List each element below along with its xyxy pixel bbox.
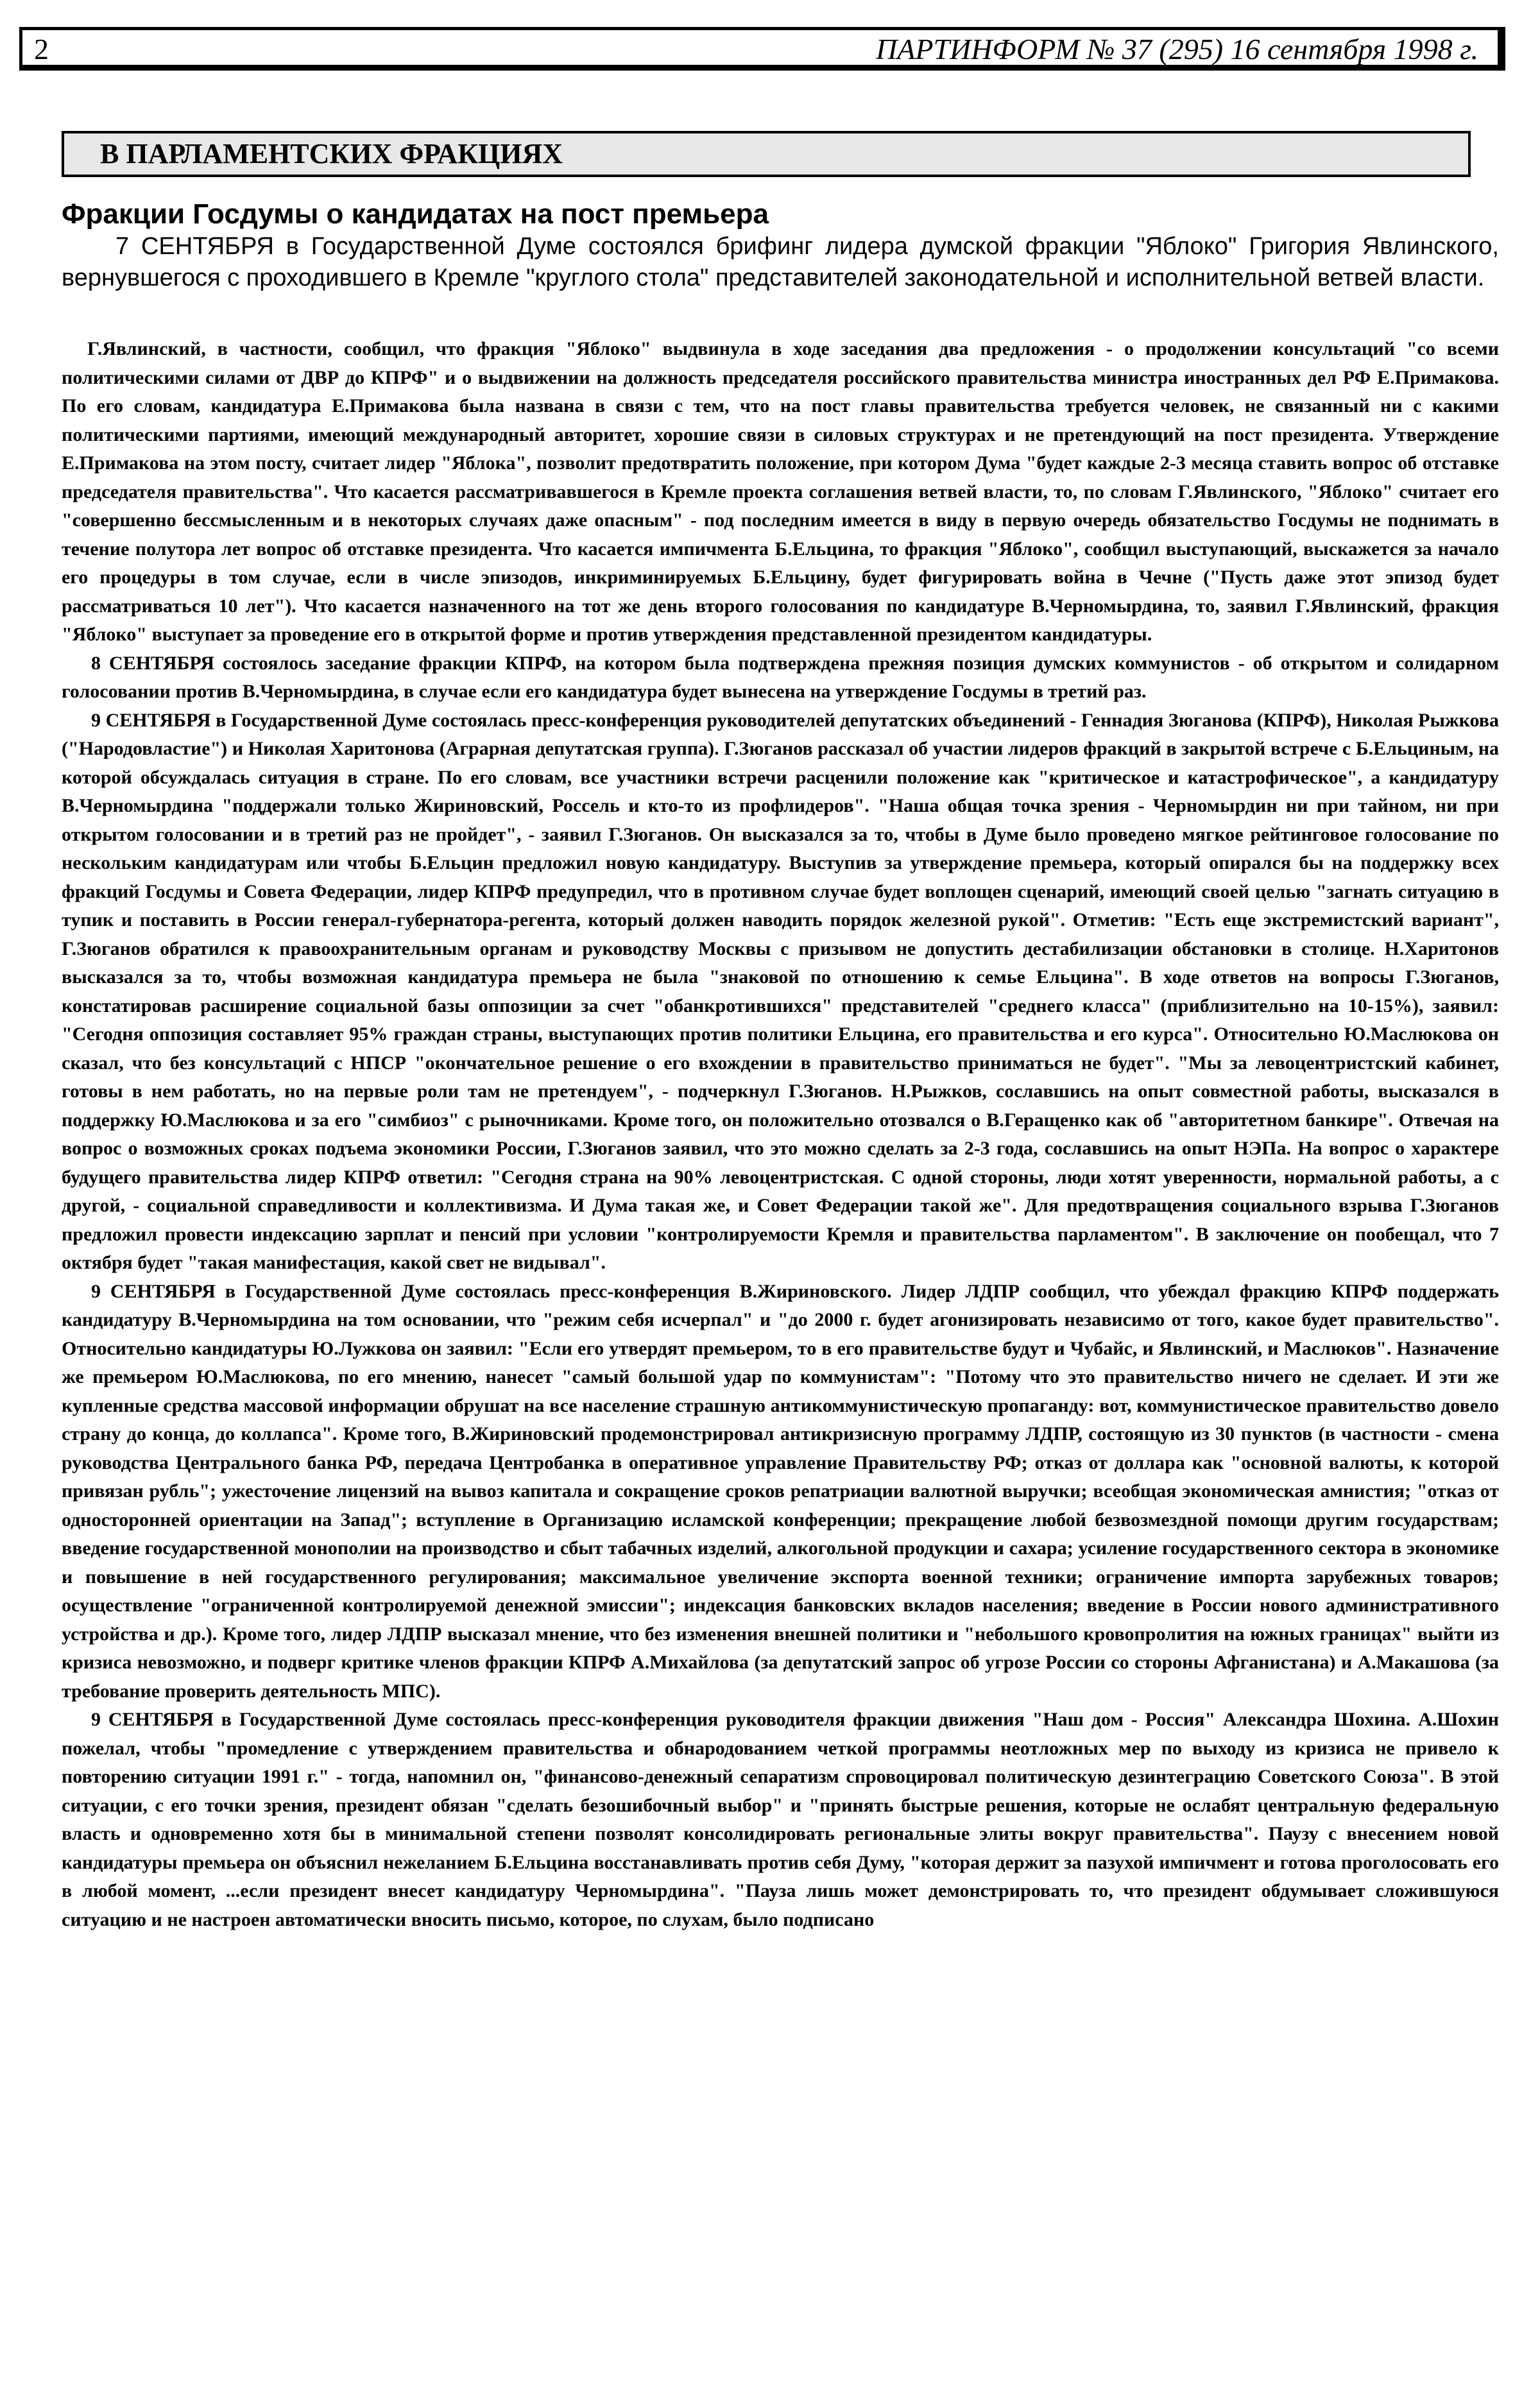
article-paragraph: Г.Явлинский, в частности, сообщил, что фракция "Яблоко" выдвинула в ходе заседания два предложения - о продолжении консультаций "со всеми политическими силами от ДВР до КПРФ" и о выдвижении на должность председателя российского правительства министра иностранных дел РФ Е.Примакова. По его словам, кандидатура Е.Примакова была названа в связи с тем, что на пост главы правительства требуется человек, не связанный ни с какими политическими партиями, имеющий международный авторитет, хорошие связи в силовых структурах и не претендующий на пост президента. Утверждение Е.Примакова на этом посту, считает лидер "Яблока", позволит предотвратить положение, при котором Дума "будет каждые 2-3 месяца ставить вопрос об отставке председателя правительства". Что касается рассматривавшегося в Кремле проекта соглашения ветвей власти, то, по словам Г.Явлинского, "Яблоко" считает его "совершенно бессмысленным и в некоторых случаях даже опасным" - под последним имеется в виду в первую очередь обязательство Госдумы не поднимать в течение полутора лет вопрос об отставке президента. Что касается импичмента Б.Ельцина, то фракция "Яблоко", сообщил выступающий, выскажется за начало его процедуры в том случае, если в числе эпизодов, инкриминируемых Б.Ельцину, будет фигурировать война в Чечне ("Пусть даже этот эпизод будет рассматриваться 10 лет"). Что касается назначенного на тот же день второго голосования по кандидатуре В.Черномырдина, то, заявил Г.Явлинский, фракция "Яблоко" выступает за проведение его в открытой форме и против утверждения представленной президентом кандидатуры. (62, 338, 1499, 645)
article-paragraph: 9 СЕНТЯБРЯ в Государственной Думе состоялась пресс-конференция руководителей депутатских объединений - Геннадия Зюганова (КПРФ), Николая Рыжкова ("Народовластие") и Николая Харитонова (Аграрная депутатская группа). Г.Зюганов рассказал об участии лидеров фракций в закрытой встрече с Б.Ельциным, на которой обсуждалась ситуация в стране. По его словам, все участники встречи расценили положение как "критическое и катастрофическое", а кандидатуру В.Черномырдина "поддержали только Жириновский, Россель и кто-то из профлидеров". "Наша общая точка зрения - Черномырдин ни при тайном, ни при открытом голосовании и в третий раз не пройдет", - заявил Г.Зюганов. Он высказался за то, чтобы в Думе было проведено мягкое рейтинговое голосование по нескольким кандидатурам или чтобы Б.Ельцин предложил новую кандидатуру. Выступив за утверждение премьера, который опирался бы на поддержку всех фракций Госдумы и Совета Федерации, лидер КПРФ предупредил, что в противном случае будет воплощен сценарий, имеющий своей целью "загнать ситуацию в тупик и поставить в России генерал-губернатора-регента, который должен наводить порядок железной рукой". Отметив: "Есть еще экстремистский вариант", Г.Зюганов обратился к правоохранительным органам и руководству Москвы с призывом не допустить дестабилизации обстановки в столице. Н.Харитонов высказался за то, чтобы возможная кандидатура премьера не была "знаковой по отношению к семье Ельцина". В ходе ответов на вопросы Г.Зюганов, констатировав расширение социальной базы оппозиции за счет "обанкротившихся" представителей "среднего класса" (приблизительно на 10-15%), заявил: "Сегодня оппозиция составляет 95% граждан страны, выступающих против политики Ельцина, его правительства и его курса". Относительно Ю.Маслюкова он сказал, что без консультаций с НПСР "окончательное решение о его вхождении в правительство приниматься не будет". "Мы за левоцентристский кабинет, готовы в нем работать, но на первые роли там не претендуем", - подчеркнул Г.Зюганов. Н.Рыжков, сославшись на опыт совместной работы, высказался в поддержку Ю.Маслюкова и за его "симбиоз" с рыночниками. Кроме того, он положительно отозвался о В.Геращенко как об "авторитетном банкире". Отвечая на вопрос о возможных сроках подъема экономики России, Г.Зюганов заявил, что это можно сделать за 2-3 года, сославшись на опыт НЭПа. На вопрос о характере будущего правительства лидер КПРФ ответил: "Сегодня страна на 90% левоцентристская. С одной стороны, люди хотят уверенности, нормальной работы, а с другой, - социальной справедливости и коллективизма. И Дума такая же, и Совет Федерации такой же". Для предотвращения социального взрыва Г.Зюганов предложил провести индексацию зарплат и пенсий при условии "контролируемости Кремля и правительства парламентом". В заключение он пообещал, что 7 октября будет "такая манифестация, какой свет не видывал". (62, 709, 1499, 1273)
page-header (19, 27, 1505, 71)
article-body (62, 335, 1499, 2376)
article-paragraph: 8 СЕНТЯБРЯ состоялось заседание фракции КПРФ, на котором была подтверждена прежняя позиция думских коммунистов - об открытом и солидарном голосовании против В.Черномырдина, в случае если его кандидатура будет вынесена на утверждение Госдумы в третий раз. (62, 652, 1499, 702)
article-lead: 7 СЕНТЯБРЯ в Государственной Думе состоялся брифинг лидера думской фракции "Яблоко" Григория Явлинского, вернувшегося с проходившего в Кремле "круглого стола" представителей законодательной и исполнительной ветвей власти. (62, 233, 1499, 291)
article-paragraph: 9 СЕНТЯБРЯ в Государственной Думе состоялась пресс-конференция руководителя фракции движения "Наш дом - Россия" Александра Шохина. А.Шохин пожелал, чтобы "промедление с утверждением правительства и обнародованием четкой программы неотложных мер по выходу из кризиса не привело к повторению ситуации 1991 г." - тогда, напомнил он, "финансово-денежный сепаратизм спровоцировал политическую дезинтеграцию Советского Союза". В этой ситуации, с его точки зрения, президент обязан "сделать безошибочный выбор" и "принять быстрые решения, которые не ослабят центральную федеральную власть и одновременно хотя бы в минимальной степени позволят консолидировать региональные элиты вокруг правительства". Паузу с внесением новой кандидатуры премьера он объяснил нежеланием Б.Ельцина восстанавливать против себя Думу, "которая держит за пазухой импичмент и готова проголосовать его в любой момент, ...если президент внесет кандидатуру Черномырдина". "Пауза лишь может демонстрировать то, что президент обдумывает сложившуюся ситуацию и не настроен автоматически вносить письмо, которое, по слухам, было подписано (62, 1709, 1499, 1930)
page-number: 2 (34, 33, 49, 65)
article-headline: Фракции Госдумы о кандидатах на пост премьера (62, 198, 769, 230)
section-title: В ПАРЛАМЕНТСКИХ ФРАКЦИЯХ (62, 131, 1471, 177)
article-paragraph: 9 СЕНТЯБРЯ в Государственной Думе состоялась пресс-конференция В.Жириновского. Лидер ЛДПР сообщил, что убеждал фракцию КПРФ поддержать кандидатуру В.Черномырдина на том основании, что "режим себя исчерпал" и "до 2000 г. будет агонизировать независимо от того, какое будет правительство". Относительно кандидатуры Ю.Лужкова он заявил: "Если его утвердят премьером, то в его правительстве будут и Чубайс, и Явлинский, и Маслюков". Назначение же премьером Ю.Маслюкова, по его мнению, нанесет "самый большой удар по коммунистам": "Потому что это правительство ничего не сделает. И эти же купленные средства массовой информации обрушат на все население страшную антикоммунистическую пропаганду: вот, коммунистическое правительство довело страну до конца, до коллапса". Кроме того, В.Жириновский продемонстрировал антикризисную программу ЛДПР, состоящую из 30 пунктов (в частности - смена руководства Центрального банка РФ, передача Центробанка в оперативное управление Правительству РФ; отказ от доллара как "основной валюты, к которой привязан рубль"; ужесточение лицензий на вывоз капитала и сокращение сроков репатриации валютной выручки; всеобщая экономическая амнистия; "отказ от односторонней ориентации на Запад"; вступление в Организацию исламской конференции; прекращение любой безвозмездной помощи другим государствам; введение государственной монополии на производство и сбыт табачных изделий, алкогольной продукции и сахара; усиление государственного сектора в экономике и повышение в ней государственного регулирования; максимальное увеличение экспорта военной техники; ограничение импорта зарубежных товаров; осуществление "ограниченной контролируемой денежной эмиссии"; индексация банковских вкладов населения; введение в России нового административного устройства и др.). Кроме того, лидер ЛДПР высказал мнение, что без изменения внешней политики и "небольшого кровопролития на южных границах" выйти из кризиса невозможно, и подверг критике членов фракции КПРФ А.Михайлова (за депутатский запрос об угрозе России со стороны Афганистана) и А.Макашова (за требование проверить деятельность МПС). (62, 1280, 1499, 1702)
publication-title: ПАРТИНФОРМ № 37 (295) 16 сентября 1998 г. (876, 33, 1478, 65)
